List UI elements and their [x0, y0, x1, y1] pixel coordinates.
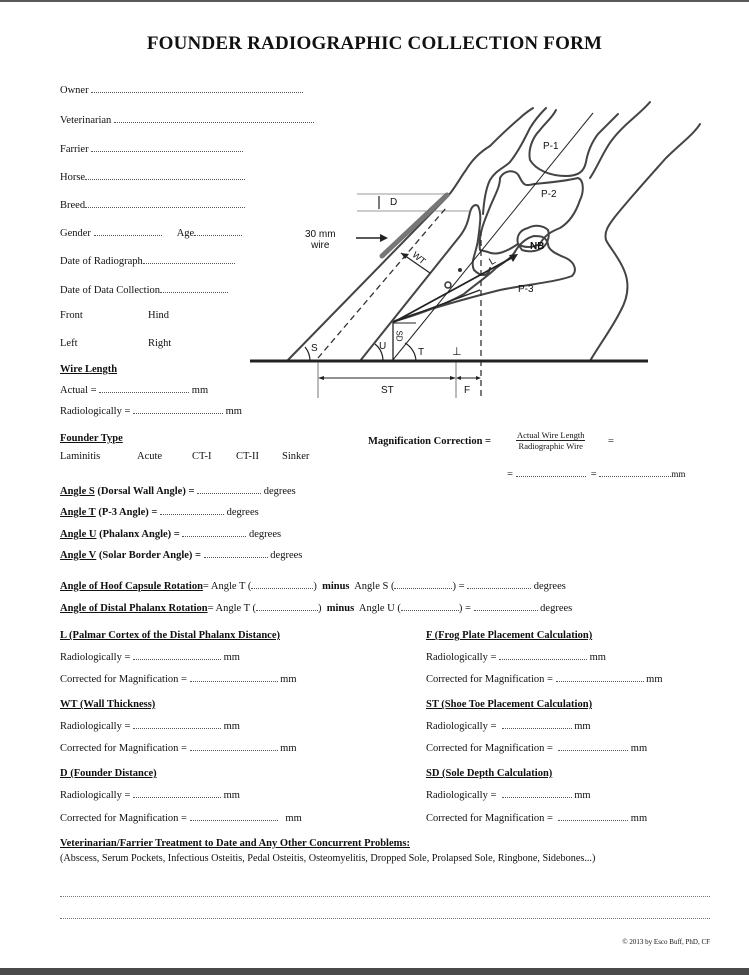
sd-radio-field[interactable] — [502, 788, 572, 798]
distal-phalanx-rotation-name: Angle of Distal Phalanx Rotation — [60, 603, 208, 614]
l-corrected-row — [60, 672, 297, 686]
copyright: © 2013 by Esco Buff, PhD, CF — [622, 938, 710, 946]
d-corrected-label: Corrected for Magnification = — [60, 813, 187, 824]
distal-phalanx-result-field[interactable] — [474, 601, 538, 611]
magnification-result-row — [507, 467, 685, 481]
fraction-numerator: Actual Wire Length — [517, 430, 585, 440]
magnification-eq-2: = — [608, 436, 614, 447]
hoof-capsule-minus: minus — [322, 581, 350, 592]
founder-type-laminitis[interactable]: Laminitis — [60, 451, 101, 462]
sd-radio-unit: mm — [574, 790, 591, 801]
st-corrected-field[interactable] — [558, 741, 628, 751]
wt-corrected-label: Corrected for Magnification = — [60, 743, 187, 754]
label-d: D — [390, 197, 398, 208]
gender-label: Gender — [60, 228, 91, 239]
wire-actual-unit: mm — [191, 385, 209, 396]
treatment-examples: (Abscess, Serum Pockets, Infectious Osteitis, Pedal Osteitis, Osteomyelitis, Dropped Sole, Prolapsed Sole, Ringbone, Sidebones...) — [60, 853, 596, 864]
st-corrected-row — [426, 741, 647, 755]
st-radio-row — [426, 719, 591, 733]
d-radio-unit: mm — [223, 790, 240, 801]
angle-s-unit: degrees — [263, 486, 296, 497]
f-corrected-row — [426, 672, 663, 686]
st-radio-unit: mm — [574, 721, 591, 732]
magnification-field-1[interactable] — [516, 467, 586, 477]
wt-radio-field[interactable] — [133, 719, 221, 729]
front-option[interactable]: Front — [60, 310, 83, 321]
sd-corrected-unit: mm — [630, 813, 648, 824]
age-label: Age — [176, 228, 195, 239]
founder-type-sinker[interactable]: Sinker — [282, 451, 310, 462]
st-heading: ST (Shoe Toe Placement Calculation) — [426, 699, 593, 710]
wt-corrected-field[interactable] — [190, 741, 278, 751]
treatment-heading: Veterinarian/Farrier Treatment to Date and Any Other Concurrent Problems: — [60, 838, 410, 849]
wt-radio-unit: mm — [223, 721, 240, 732]
wire-length-heading: Wire Length — [60, 364, 118, 375]
f-corrected-unit: mm — [646, 674, 663, 685]
founder-type-acute[interactable]: Acute — [137, 451, 163, 462]
l-heading: L (Palmar Cortex of the Distal Phalanx Distance) — [60, 630, 280, 641]
l-radio-row — [60, 650, 240, 664]
breed-label: Breed — [60, 200, 86, 211]
hind-option[interactable]: Hind — [148, 310, 169, 321]
sd-corrected-row — [426, 811, 647, 825]
fraction-denominator: Radiographic Wire — [518, 441, 583, 451]
l-radio-label: Radiologically = — [60, 652, 131, 663]
hoof-diagram — [0, 0, 749, 400]
hoof-capsule-rotation-name: Angle of Hoof Capsule Rotation — [60, 581, 203, 592]
st-radio-field[interactable] — [502, 719, 572, 729]
magnification-eq-3: = — [507, 469, 513, 480]
angle-t-desc: (P-3 Angle) = — [98, 507, 158, 518]
distal-phalanx-angle-t-field[interactable] — [256, 601, 318, 611]
angle-s-row — [60, 484, 296, 498]
st-corrected-label: Corrected for Magnification = — [426, 743, 553, 754]
wire-radio-unit: mm — [225, 406, 242, 417]
st-corrected-unit: mm — [630, 743, 648, 754]
sd-radio-row — [426, 788, 591, 802]
f-radio-row — [426, 650, 606, 664]
distal-phalanx-eq: ) = — [458, 603, 471, 614]
angle-v-name: Angle V — [60, 550, 97, 561]
distal-phalanx-rotation-row: Angle of Distal Phalanx Rotation= Angle T ( ) minus Angle U ( ) = degrees — [60, 603, 573, 614]
distal-phalanx-rotation-a: = Angle T ( — [207, 603, 257, 614]
wire-actual-row — [60, 383, 208, 397]
f-radio-label: Radiologically = — [426, 652, 497, 663]
d-corrected-field[interactable] — [190, 811, 278, 821]
treatment-line-1[interactable] — [60, 896, 710, 897]
label-p1: P-1 — [543, 141, 559, 152]
date-collection-label: Date of Data Collection — [60, 285, 161, 296]
hoof-capsule-unit: degrees — [533, 581, 566, 592]
distal-phalanx-minus: minus — [326, 603, 355, 614]
date-radiograph-label: Date of Radiograph — [60, 256, 143, 267]
d-heading: D (Founder Distance) — [60, 768, 157, 779]
hoof-capsule-eq: ) = — [452, 581, 465, 592]
angle-t-name: Angle T — [60, 507, 96, 518]
magnification-unit: mm — [671, 469, 686, 479]
angle-s-name: Angle S — [60, 486, 95, 497]
label-angle-s: S — [311, 343, 318, 354]
angle-v-unit: degrees — [270, 550, 303, 561]
wt-corrected-unit: mm — [280, 743, 297, 754]
phalangeal-axis — [392, 113, 593, 361]
angle-v-desc: (Solar Border Angle) = — [98, 550, 202, 561]
f-heading: F (Frog Plate Placement Calculation) — [426, 630, 593, 641]
label-nb: NB — [530, 241, 545, 252]
wt-corrected-row — [60, 741, 297, 755]
angle-s-desc: (Dorsal Wall Angle) = — [97, 486, 195, 497]
label-wire — [305, 229, 336, 251]
magnification-fraction — [516, 430, 585, 451]
label-angle-u: U — [379, 341, 387, 352]
label-l: L — [487, 255, 498, 268]
d-radio-label: Radiologically = — [60, 790, 131, 801]
angle-v-row — [60, 548, 302, 562]
angle-u-name: Angle U — [60, 529, 97, 540]
l-corrected-field[interactable] — [190, 672, 278, 682]
hoof-capsule-rotation-b: Angle S ( — [354, 581, 395, 592]
label-wire-line2: wire — [311, 240, 330, 251]
l-corrected-label: Corrected for Magnification = — [60, 674, 187, 685]
label-perpendicular: ⊥ — [452, 346, 462, 358]
angle-u-desc: (Phalanx Angle) = — [99, 529, 180, 540]
wire-radio-label: Radiologically = — [60, 406, 131, 417]
angle-s-field[interactable] — [197, 484, 261, 494]
f-radio-field[interactable] — [499, 650, 587, 660]
label-wire-line1: 30 mm — [305, 229, 336, 240]
sd-heading: SD (Sole Depth Calculation) — [426, 768, 553, 779]
sd-radio-label: Radiologically = — [426, 790, 497, 801]
veterinarian-label: Veterinarian — [60, 115, 112, 126]
label-sd: SD — [394, 330, 404, 342]
distal-phalanx-angle-u-field[interactable] — [401, 601, 459, 611]
hoof-capsule-rotation-row: Angle of Hoof Capsule Rotation= Angle T ( ) minus Angle S ( ) = degrees — [60, 581, 566, 592]
label-st: ST — [381, 385, 394, 396]
hoof-capsule-angle-s-field[interactable] — [394, 579, 452, 589]
label-angle-t: T — [418, 347, 425, 358]
wt-radio-row — [60, 719, 240, 733]
angle-v-field[interactable] — [204, 548, 268, 558]
magnification-eq-1: = — [485, 436, 492, 447]
magnification-field-2[interactable] — [599, 467, 671, 477]
magnification-eq-4: = — [590, 469, 597, 480]
l-radio-unit: mm — [223, 652, 240, 663]
label-wt: WT — [410, 249, 428, 267]
angle-t-field[interactable] — [160, 505, 224, 515]
form-title: FOUNDER RADIOGRAPHIC COLLECTION FORM — [146, 33, 603, 54]
d-corrected-unit: mm — [285, 813, 302, 824]
hoof-wall-inner — [360, 205, 490, 361]
distal-phalanx-unit: degrees — [540, 603, 573, 614]
rear-pastern-contour — [590, 102, 650, 178]
horse-label: Horse — [60, 172, 86, 183]
magnification-label — [368, 436, 491, 448]
wire-radio-row — [60, 404, 242, 418]
magnification-label-text: Magnification Correction — [368, 436, 483, 447]
label-p2: P-2 — [541, 189, 557, 200]
angle-t-unit: degrees — [226, 507, 259, 518]
l-corrected-unit: mm — [280, 674, 297, 685]
distal-phalanx-rotation-b: Angle U ( — [358, 603, 401, 614]
treatment-line-2[interactable] — [60, 918, 710, 919]
angle-u-unit: degrees — [249, 529, 282, 540]
f-corrected-field[interactable] — [556, 672, 644, 682]
angle-t-row — [60, 505, 259, 519]
left-option[interactable]: Left — [60, 338, 78, 349]
st-radio-label: Radiologically = — [426, 721, 497, 732]
d-radio-row — [60, 788, 240, 802]
wt-radio-label: Radiologically = — [60, 721, 131, 732]
d-radio-field[interactable] — [133, 788, 221, 798]
wire-actual-label: Actual = — [60, 385, 97, 396]
viewer-bottom-bar — [0, 968, 749, 975]
angle-u-row — [60, 527, 281, 541]
sd-corrected-field[interactable] — [558, 811, 628, 821]
wire-actual-field[interactable] — [99, 383, 189, 393]
f-corrected-label: Corrected for Magnification = — [426, 674, 553, 685]
founder-type-ct2[interactable]: CT-II — [236, 451, 259, 462]
founder-type-heading: Founder Type — [60, 433, 123, 444]
hoof-capsule-angle-t-field[interactable] — [251, 579, 313, 589]
founder-type-ct1[interactable]: CT-I — [192, 451, 212, 462]
heel-contour — [590, 124, 700, 361]
angle-u-field[interactable] — [182, 527, 246, 537]
label-f: F — [464, 385, 471, 396]
d-corrected-row — [60, 811, 302, 825]
hoof-capsule-result-field[interactable] — [467, 579, 531, 589]
l-radio-field[interactable] — [133, 650, 221, 660]
f-radio-unit: mm — [589, 652, 606, 663]
right-option[interactable]: Right — [148, 338, 172, 349]
sd-corrected-label: Corrected for Magnification = — [426, 813, 553, 824]
owner-label: Owner — [60, 85, 89, 96]
label-p3: P-3 — [518, 284, 534, 295]
farrier-label: Farrier — [60, 144, 89, 155]
wt-heading: WT (Wall Thickness) — [60, 699, 156, 710]
wire-radio-field[interactable] — [133, 404, 223, 414]
hoof-capsule-rotation-a: = Angle T ( — [202, 581, 252, 592]
dashed-wall-line — [318, 208, 446, 358]
